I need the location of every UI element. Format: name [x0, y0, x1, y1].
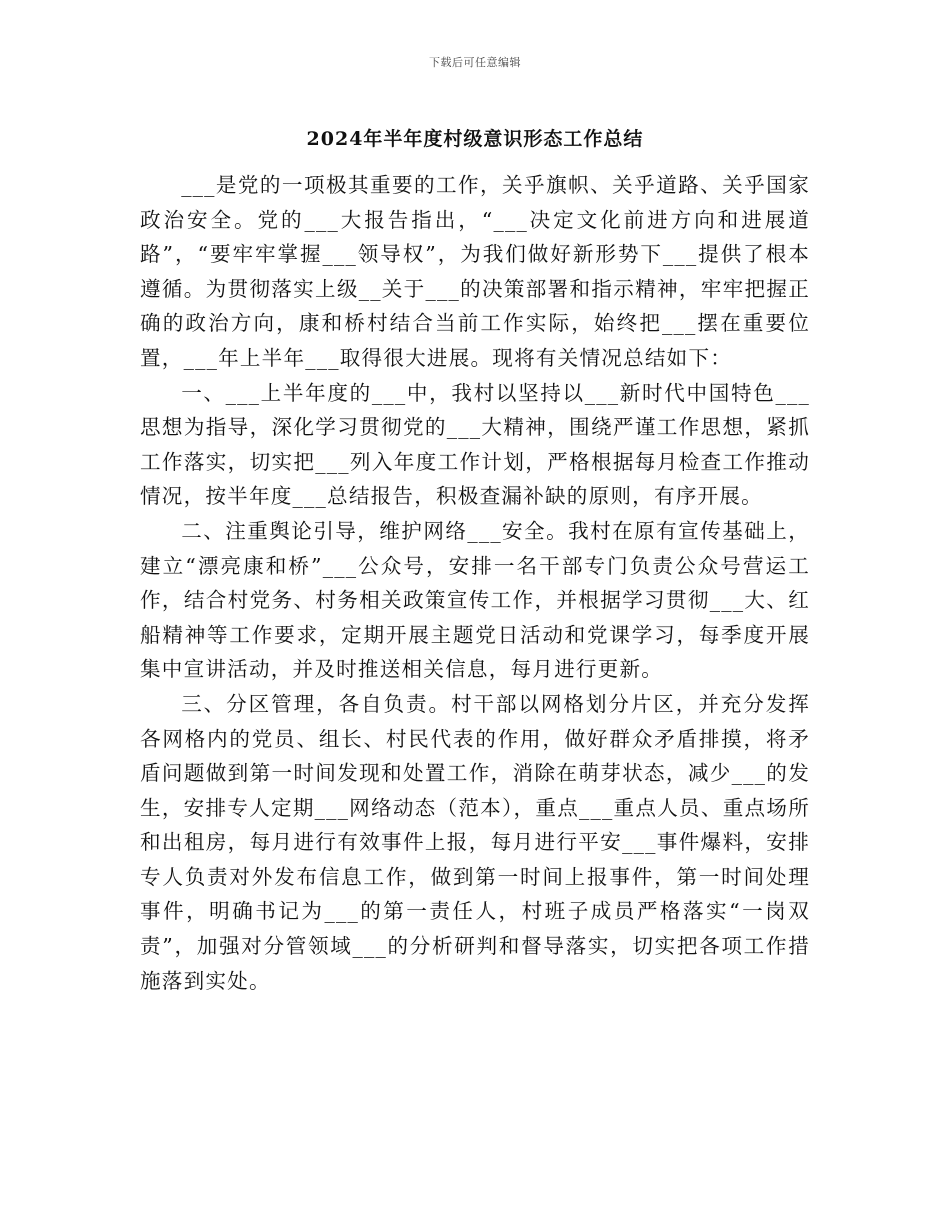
- paragraph-section-1: 一、___上半年度的___中，我村以坚持以___新时代中国特色___思想为指导，深化学习贯彻党的___大精神，围绕严谨工作思想，紧抓工作落实，切实把___列入年度工作计划，严格根据每月检查工作推动情况，按半年度___总结报告，积极查漏补缺的原则，有序开展。: [140, 380, 810, 509]
- document-body: [140, 168, 810, 998]
- paragraph-section-2: 二、注重舆论引导，维护网络___安全。我村在原有宣传基础上，建立“漂亮康和桥”___公众号，安排一名干部专门负责公众号营运工作，结合村党务、村务相关政策宣传工作，并根据学习贯彻___大、红船精神等工作要求，定期开展主题党日活动和党课学习，每季度开展集中宣讲活动，并及时推送相关信息，每月进行更新。: [140, 518, 810, 682]
- document-title: 2024年半年度村级意识形态工作总结: [306, 128, 644, 150]
- paragraph-intro: ___是党的一项极其重要的工作，关乎旗帜、关乎道路、关乎国家政治安全。党的___大报告指出，“___决定文化前进方向和进展道路”，“要牢牢掌握___领导权”，为我们做好新形势下___提供了根本遵循。为贯彻落实上级__关于___的决策部署和指示精神，牢牢把握正确的政治方向，康和桥村结合当前工作实际，始终把___摆在重要位置，___年上半年___取得很大进展。现将有关情况总结如下：: [140, 173, 810, 370]
- paragraph-section-3: 三、分区管理，各自负责。村干部以网格划分片区，并充分发挥各网格内的党员、组长、村民代表的作用，做好群众矛盾排摸，将矛盾问题做到第一时间发现和处置工作，消除在萌芽状态，减少___的发生，安排专人定期___网络动态（范本），重点___重点人员、重点场所和出租房，每月进行有效事件上报，每月进行平安___事件爆料，安排专人负责对外发布信息工作，做到第一时间上报事件，第一时间处理事件，明确书记为___的第一责任人，村班子成员严格落实“一岗双责”，加强对分管领域___的分析研判和督导落实，切实把各项工作措施落到实处。: [140, 691, 810, 993]
- header-note: 下载后可任意编辑: [429, 56, 521, 69]
